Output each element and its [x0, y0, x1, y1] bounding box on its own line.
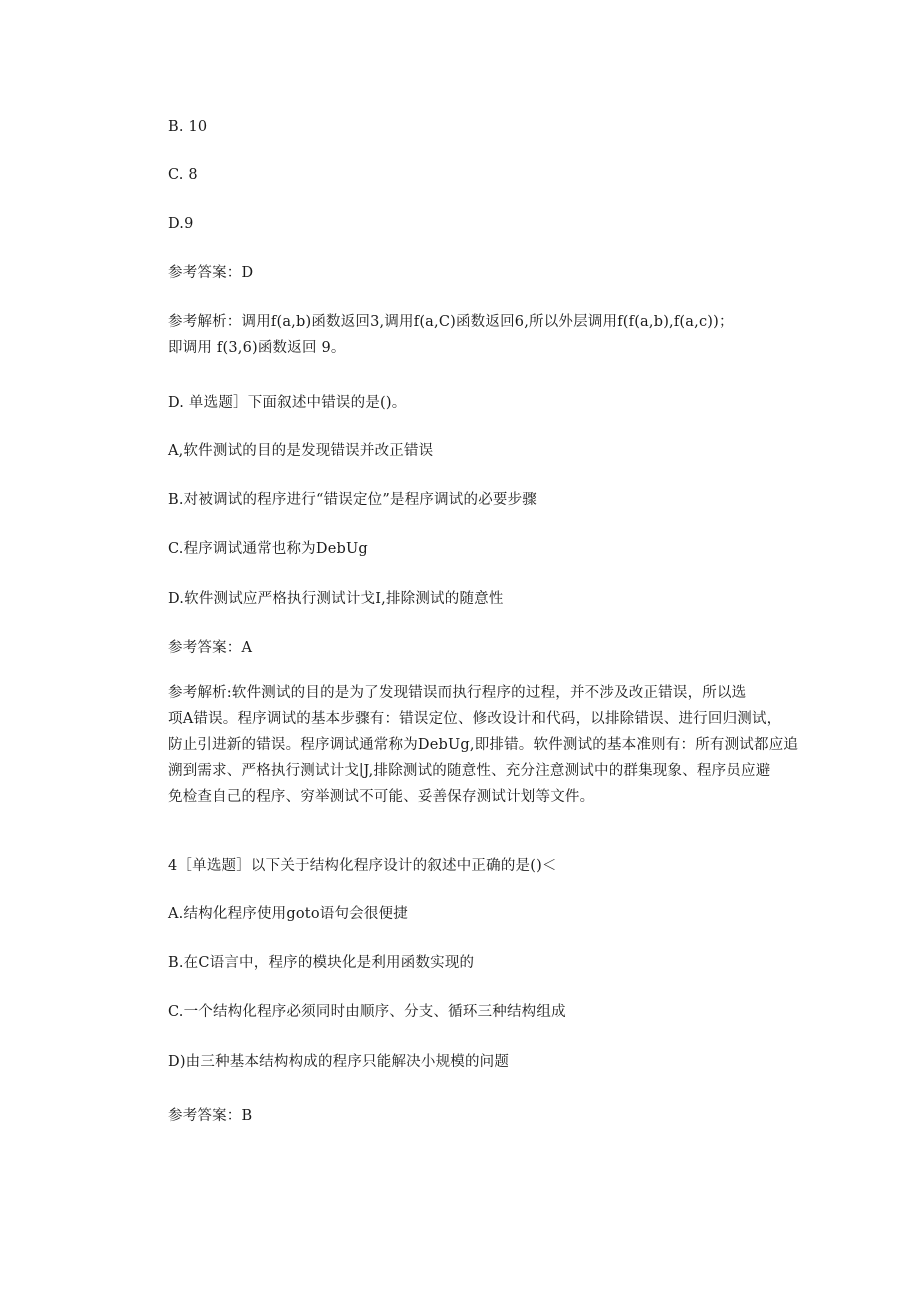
- q2-option-d: D.9: [168, 216, 194, 232]
- q2-analysis-line: 即调用 f(3,6)函数返回 9。: [168, 340, 346, 356]
- q4-option-b: B.在C语言中，程序的模块化是利用函数实现的: [168, 955, 475, 971]
- q2-answer: 参考答案：D: [168, 265, 254, 281]
- q3-option-c: C.程序调试通常也称为DebUg: [168, 541, 368, 557]
- q3-analysis-line: 免检查自己的程序、穷举测试不可能、妥善保存测试计划等文件。: [168, 789, 595, 805]
- q3-stem: D. 单选题］下面叙述中错误的是()。: [168, 395, 407, 411]
- q3-answer: 参考答案：A: [168, 640, 253, 656]
- q3-analysis-line: 防止引进新的错误。程序调试通常称为DebUg,即排错。软件测试的基本准则有：所有测试都应追: [168, 737, 799, 753]
- q4-option-c: C.一个结构化程序必须同时由顺序、分支、循环三种结构组成: [168, 1004, 566, 1020]
- q4-stem: 4［单选题］以下关于结构化程序设计的叙述中正确的是()＜: [168, 858, 557, 874]
- q3-option-d: D.软件测试应严格执行测试计戈I,排除测试的随意性: [168, 591, 504, 607]
- q2-analysis: [168, 309, 793, 361]
- q2-option-b: B. 10: [168, 119, 208, 135]
- q4-answer: 参考答案：B: [168, 1108, 253, 1124]
- q4-option-a: A.结构化程序使用goto语句会很便捷: [168, 906, 408, 922]
- q3-analysis: [168, 680, 799, 810]
- q2-analysis-line: 参考解析：调用f(a,b)函数返回3,调用f(a,C)函数返回6,所以外层调用f(f(a,b),f(a,c))；: [168, 314, 734, 330]
- q3-analysis-line: 项A错误。程序调试的基本步骤有：错误定位、修改设计和代码，以排除错误、进行回归测试，: [168, 711, 782, 727]
- q2-option-c: C. 8: [168, 167, 198, 183]
- q4-option-d: D)由三种基本结构构成的程序只能解决小规模的问题: [168, 1054, 510, 1070]
- q3-option-a: A,软件测试的目的是发现错误并改正错误: [168, 443, 434, 459]
- q3-analysis-line: 参考解析:软件测试的目的是为了发现错误而执行程序的过程，并不涉及改正错误，所以选: [168, 685, 747, 701]
- q3-analysis-line: 溯到需求、严格执行测试计戈∣J,排除测试的随意性、充分注意测试中的群集现象、程序员应避: [168, 763, 771, 779]
- q3-option-b: B.对被调试的程序进行“错误定位”是程序调试的必要步骤: [168, 492, 537, 508]
